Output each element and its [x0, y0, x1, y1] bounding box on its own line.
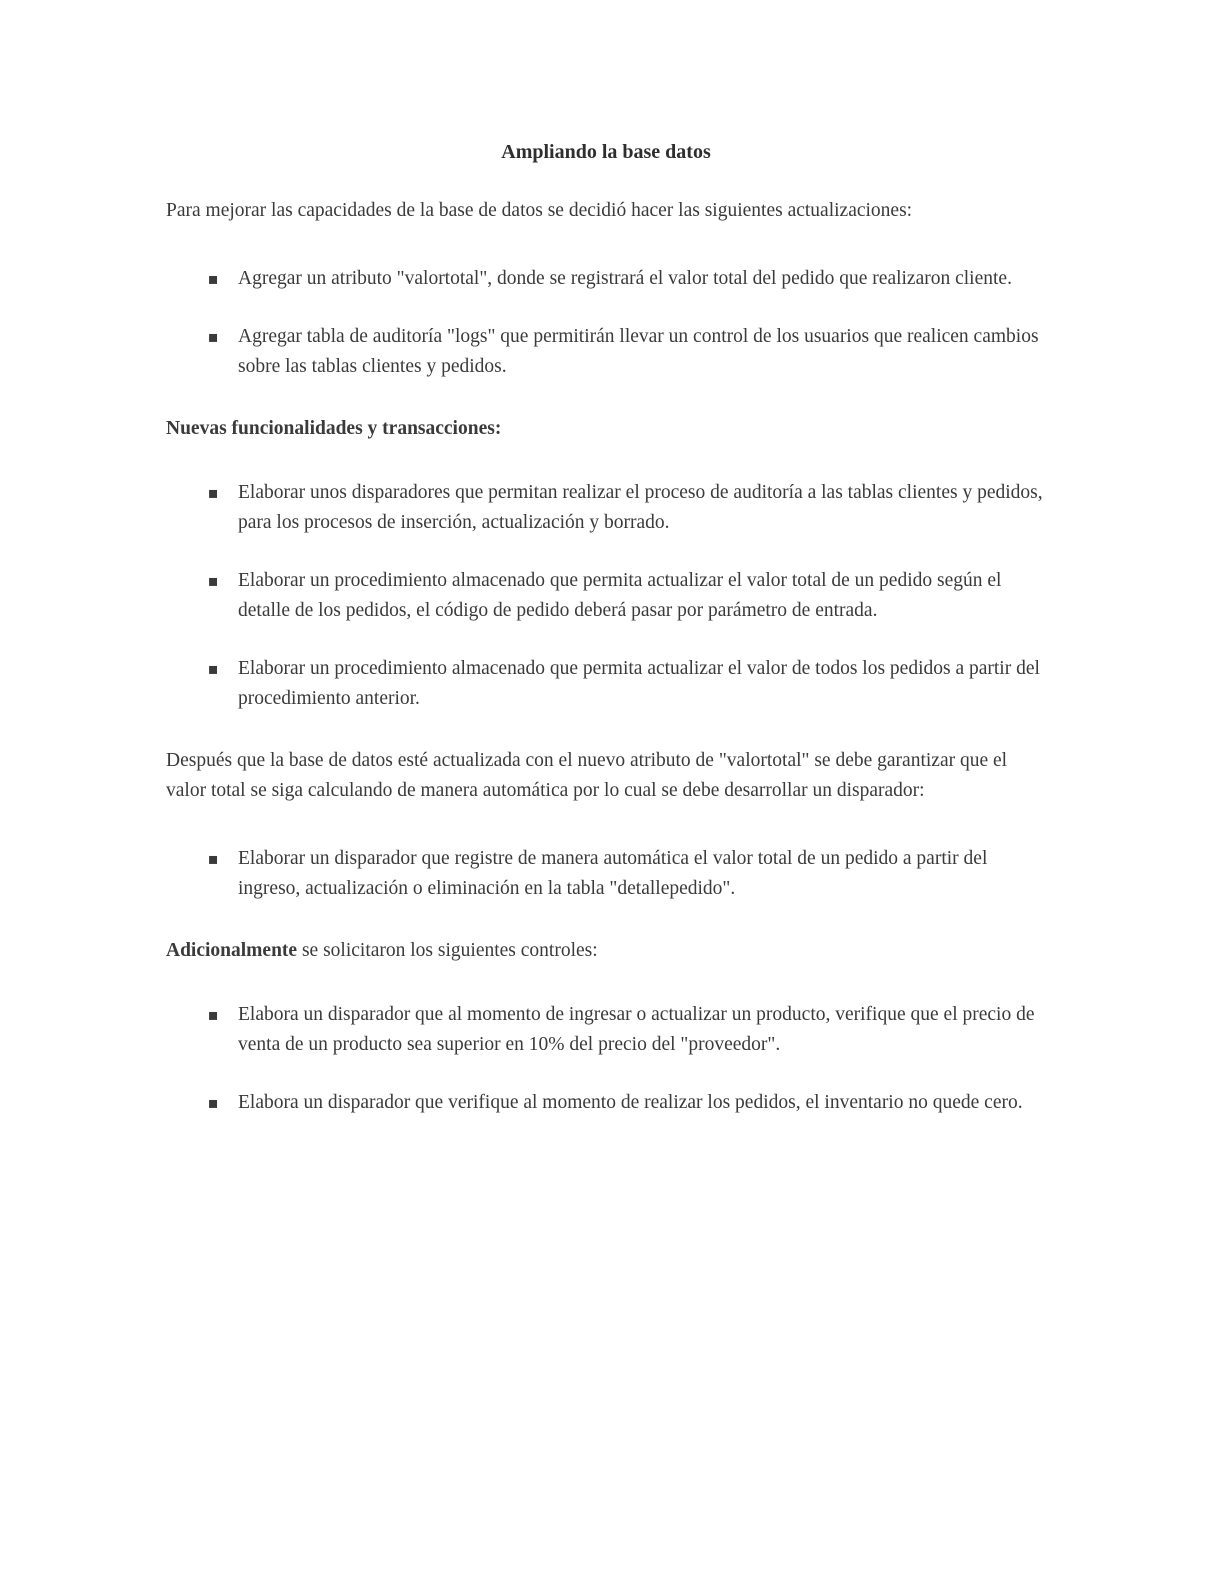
- bullet-icon: ▪: [207, 1005, 219, 1024]
- additional-heading-bold: Adicionalmente: [166, 940, 298, 961]
- list-item-text: Elaborar un disparador que registre de manera automática el valor total de un pedido a partir del ingreso, actualización o eliminación en la tabla "detallepedido".: [238, 848, 988, 899]
- bullet-icon: ▪: [207, 571, 219, 590]
- bullet-icon: ▪: [207, 269, 219, 288]
- updates-list: [166, 264, 1046, 382]
- list-item: [166, 1088, 1046, 1118]
- bullet-icon: ▪: [207, 327, 219, 346]
- list-item-text: Elabora un disparador que verifique al momento de realizar los pedidos, el inventario no quede cero.: [238, 1092, 1023, 1113]
- list-item-text: Elaborar un procedimiento almacenado que permita actualizar el valor de todos los pedidos a partir del procedimiento anterior.: [238, 658, 1040, 709]
- list-item: [166, 1000, 1046, 1060]
- list-item: [166, 478, 1046, 538]
- bullet-icon: ▪: [207, 659, 219, 678]
- intro-paragraph: Para mejorar las capacidades de la base de datos se decidió hacer las siguientes actualizaciones:: [166, 200, 913, 221]
- additional-heading-rest: se solicitaron los siguientes controles:: [297, 940, 598, 961]
- list-item-text: Elaborar unos disparadores que permitan realizar el proceso de auditoría a las tablas clientes y pedidos, para los procesos de inserción, actualización y borrado.: [238, 482, 1043, 533]
- additional-heading: [166, 936, 1046, 966]
- list-item: [166, 654, 1046, 714]
- bullet-icon: ▪: [207, 1093, 219, 1112]
- trigger-list: [166, 844, 1046, 904]
- list-item: [166, 322, 1046, 382]
- list-item: [166, 264, 1046, 294]
- bullet-icon: ▪: [207, 849, 219, 868]
- list-item: [166, 566, 1046, 626]
- list-item-text: Agregar un atributo "valortotal", donde se registrará el valor total del pedido que realizaron cliente.: [238, 268, 1012, 289]
- list-item: [166, 844, 1046, 904]
- after-update-paragraph: Después que la base de datos esté actualizada con el nuevo atributo de "valortotal" se debe garantizar que el valor total se siga calculando de manera automática por lo cual se debe desarrollar un disparador:: [166, 750, 1008, 801]
- list-item-text: Agregar tabla de auditoría "logs" que permitirán llevar un control de los usuarios que realicen cambios sobre las tablas clientes y pedidos.: [238, 326, 1039, 377]
- list-item-text: Elabora un disparador que al momento de ingresar o actualizar un producto, verifique que el precio de venta de un producto sea superior en 10% del precio del "proveedor".: [238, 1004, 1035, 1055]
- controls-list: [166, 1000, 1046, 1118]
- bullet-icon: ▪: [207, 483, 219, 502]
- document-title: Ampliando la base datos: [501, 141, 711, 163]
- document-page: [166, 138, 1046, 1150]
- list-item-text: Elaborar un procedimiento almacenado que permita actualizar el valor total de un pedido según el detalle de los pedidos, el código de pedido deberá pasar por parámetro de entrada.: [238, 570, 1002, 621]
- functionalities-list: [166, 478, 1046, 714]
- functionalities-heading: Nuevas funcionalidades y transacciones:: [166, 418, 502, 439]
